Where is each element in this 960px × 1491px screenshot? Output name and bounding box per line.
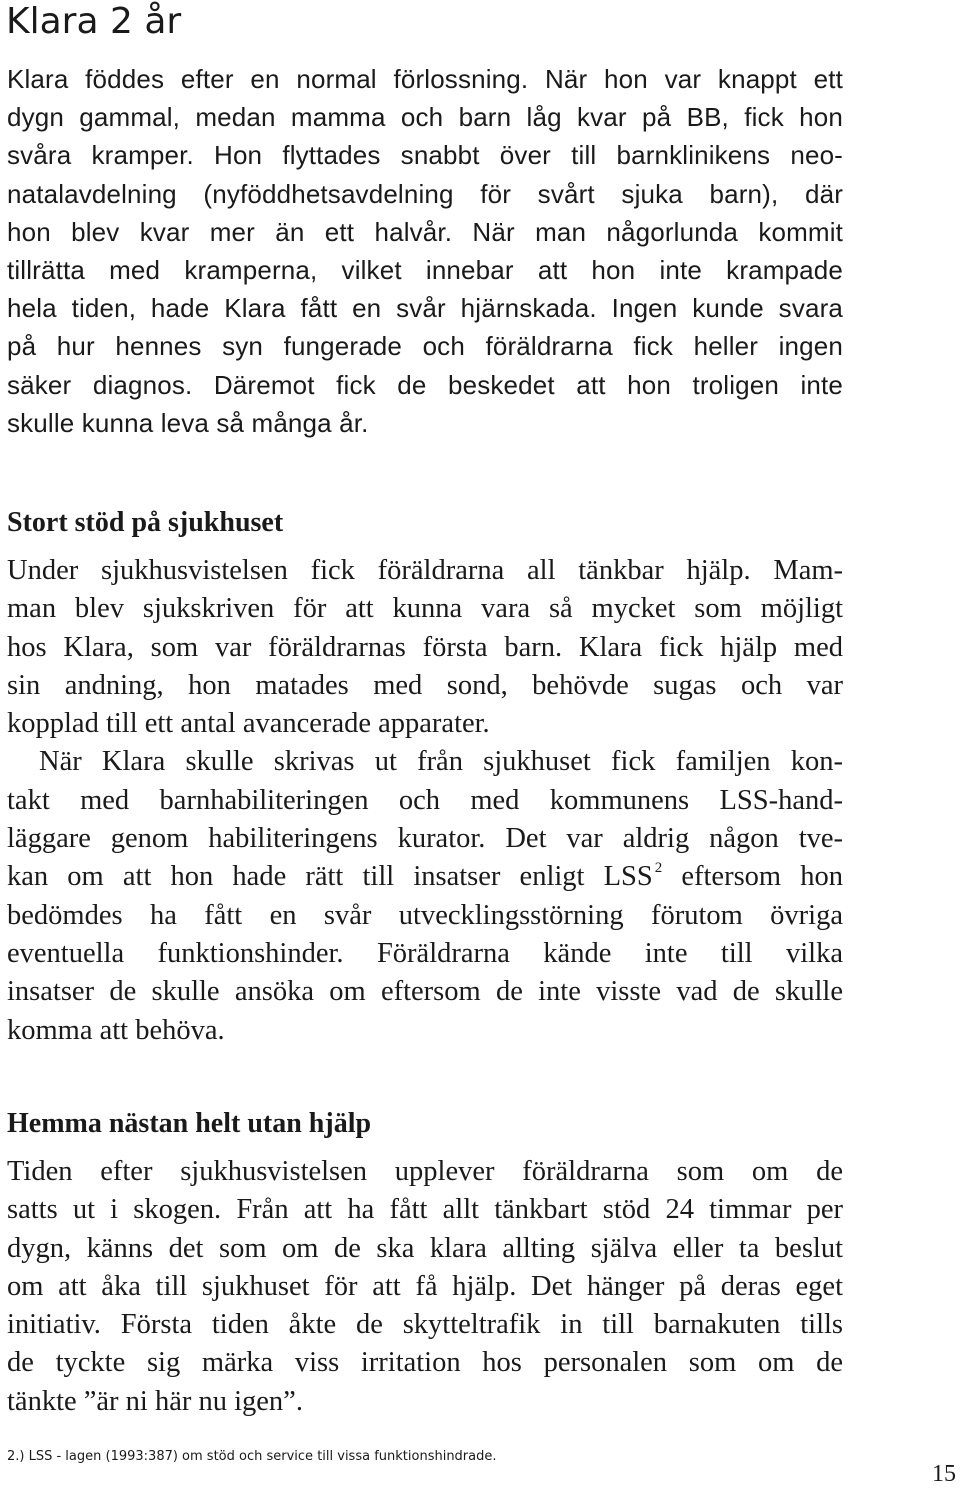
page-title: Klara 2 år [6, 1, 182, 42]
section-heading-support: Stort stöd på sjukhuset [7, 507, 284, 538]
text-line: om att åka till sjukhuset för att få hjälp. Det hänger på deras eget [7, 1270, 843, 1302]
text-segment: kan om att hon hade rätt till insatser enligt LSS [7, 861, 653, 893]
intro-paragraph [7, 60, 843, 442]
support-section-text [7, 552, 843, 1050]
text-line: satts ut i skogen. Från att ha fått allt tänkbart stöd 24 timmar per [7, 1194, 843, 1226]
text-line: eventuella funktionshinder. Föräldrarna kände inte till vilka [7, 937, 843, 969]
text-line: takt med barnhabiliteringen och med kommunens LSS-hand- [7, 784, 843, 816]
text-line: natalavdelning (nyföddhetsavdelning för svårt sjuka barn), där [7, 178, 843, 209]
text-line: dygn, känns det som om de ska klara allting själva eller ta beslut [7, 1232, 843, 1264]
text-line: hon blev kvar mer än ett halvår. När man någorlunda kommit [7, 216, 843, 247]
text-line: Klara föddes efter en normal förlossning. När hon var knappt ett [7, 64, 843, 94]
text-line: När Klara skulle skrivas ut från sjukhuset fick familjen kon- [39, 746, 843, 778]
text-line: bedömdes ha fått en svår utvecklingsstörning förutom övriga [7, 899, 843, 931]
text-line: hos Klara, som var föräldrarnas första barn. Klara fick hjälp med [7, 631, 843, 663]
text-line: säker diagnos. Däremot fick de beskedet att hon troligen inte [7, 369, 843, 400]
text-line-with-footnote [7, 858, 843, 896]
text-line: hela tiden, hade Klara fått en svår hjärnskada. Ingen kunde svara [7, 293, 843, 324]
page-number: 15 [932, 1461, 956, 1487]
home-section-text [7, 1153, 843, 1421]
text-line: initiativ. Första tiden åkte de skytteltrafik in till barnakuten tills [7, 1309, 843, 1341]
text-line: läggare genom habiliteringens kurator. Det var aldrig någon tve- [7, 823, 843, 855]
text-line: tänkte ”är ni här nu igen”. [7, 1385, 303, 1417]
text-line: de tyckte sig märka viss irritation hos personalen som om de [7, 1347, 843, 1379]
text-line: kopplad till ett antal avancerade apparater. [7, 708, 490, 740]
text-line: man blev sjukskriven för att kunna vara så mycket som möjligt [7, 593, 843, 625]
footnote-reference: 2 [654, 860, 663, 877]
text-line: Under sjukhusvistelsen fick föräldrarna all tänkbar hjälp. Mam- [7, 555, 843, 586]
text-line: svåra kramper. Hon flyttades snabbt över till barnklinikens neo- [7, 140, 843, 171]
text-line: komma att behöva. [7, 1014, 225, 1046]
section-heading-home: Hemma nästan helt utan hjälp [7, 1108, 372, 1139]
footnote: 2.) LSS - lagen (1993:387) om stöd och service till vissa funktionshindrade. [7, 1449, 497, 1464]
text-line: sin andning, hon matades med sond, behövde sugas och var [7, 669, 843, 701]
text-line: på hur hennes syn fungerade och föräldrarna fick heller ingen [7, 331, 843, 362]
text-line: dygn gammal, medan mamma och barn låg kvar på BB, fick hon [7, 102, 843, 133]
text-line: Tiden efter sjukhusvistelsen upplever föräldrarna som om de [7, 1156, 843, 1187]
text-line: tillrätta med kramperna, vilket innebar att hon inte krampade [7, 255, 843, 286]
text-line: insatser de skulle ansöka om eftersom de inte visste vad de skulle [7, 976, 843, 1008]
text-segment: eftersom hon [681, 861, 843, 893]
text-line: skulle kunna leva så många år. [7, 407, 369, 438]
